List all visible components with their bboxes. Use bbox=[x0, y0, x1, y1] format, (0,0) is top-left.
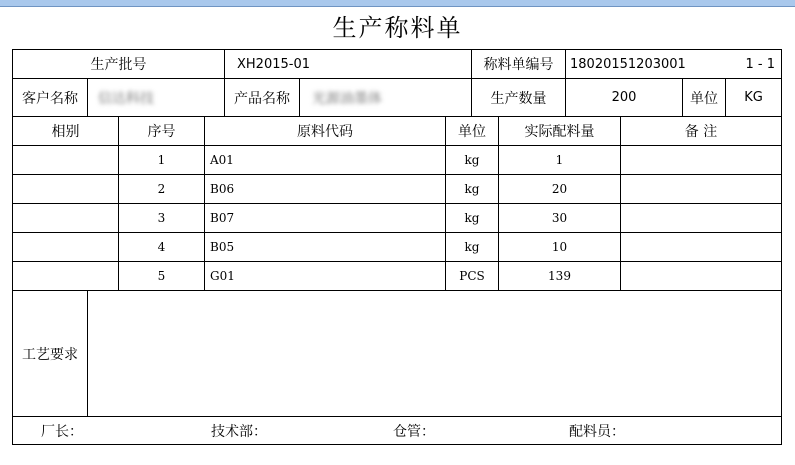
batch-value bbox=[225, 50, 471, 78]
grid-line bbox=[12, 444, 782, 445]
table-cell-amount: 10 bbox=[551, 240, 568, 254]
table-cell-unit: kg bbox=[464, 153, 480, 167]
table-cell-unit: PCS bbox=[459, 269, 485, 283]
page-indicator: 1 - 1 bbox=[745, 56, 775, 72]
batcher-sign: 配料员： bbox=[569, 423, 625, 440]
table-cell-amount: 139 bbox=[548, 269, 571, 283]
col-header-unit: 单位 bbox=[458, 124, 486, 140]
table-cell-code: B05 bbox=[210, 240, 235, 254]
col-header-code: 原料代码 bbox=[297, 124, 353, 140]
product-label: 产品名称 bbox=[234, 90, 290, 107]
table-cell-remark bbox=[621, 204, 781, 232]
unit-value: KG bbox=[744, 90, 763, 105]
table-cell-code: B06 bbox=[210, 182, 235, 196]
table-cell-seq: 5 bbox=[157, 269, 166, 283]
col-header-remark: 备 注 bbox=[684, 124, 718, 140]
customer-value: 信达科技 bbox=[98, 90, 154, 107]
product-value-cell bbox=[300, 79, 471, 116]
grid-line bbox=[781, 49, 782, 445]
table-cell-remark bbox=[621, 262, 781, 290]
qty-label: 生产数量 bbox=[490, 90, 547, 107]
table-cell-code: B07 bbox=[210, 211, 235, 225]
table-cell-seq: 4 bbox=[157, 240, 166, 254]
sheet-no-label: 称料单编号 bbox=[483, 57, 554, 73]
warehouse-sign: 仓管： bbox=[393, 423, 435, 440]
table-cell-group bbox=[13, 175, 118, 203]
table-cell-amount: 20 bbox=[551, 182, 568, 196]
table-cell-unit: kg bbox=[464, 211, 480, 225]
table-cell-code: A01 bbox=[210, 153, 234, 167]
process-value bbox=[88, 291, 781, 416]
table-cell-unit: kg bbox=[464, 240, 480, 254]
customer-label: 客户名称 bbox=[22, 90, 78, 107]
table-cell-seq: 2 bbox=[157, 182, 166, 196]
table-cell-code: G01 bbox=[210, 269, 235, 283]
sheet-no-cell bbox=[566, 50, 781, 78]
table-cell-seq: 1 bbox=[157, 153, 166, 167]
customer-value-cell bbox=[88, 79, 224, 116]
table-cell-remark bbox=[621, 146, 781, 174]
col-header-group: 相别 bbox=[51, 124, 80, 140]
page-title: 生产称料单 bbox=[332, 14, 463, 42]
batch-label: 生产批号 bbox=[90, 57, 147, 73]
qty-value: 200 bbox=[611, 90, 637, 105]
unit-label: 单位 bbox=[690, 90, 718, 107]
factory-manager-sign: 厂长： bbox=[41, 423, 83, 440]
table-cell-remark bbox=[621, 233, 781, 261]
tech-dept-sign: 技术部： bbox=[211, 423, 267, 440]
table-cell-group bbox=[13, 262, 118, 290]
window-top-bar bbox=[0, 0, 795, 7]
table-cell-group bbox=[13, 204, 118, 232]
table-cell-group bbox=[13, 146, 118, 174]
batching-sheet bbox=[12, 49, 782, 445]
table-cell-group bbox=[13, 233, 118, 261]
batch-value-text: XH2015-01 bbox=[237, 56, 310, 72]
sheet-no-value: 18020151203001 bbox=[570, 56, 686, 72]
col-header-seq: 序号 bbox=[147, 124, 176, 140]
table-cell-unit: kg bbox=[464, 182, 480, 196]
table-cell-seq: 3 bbox=[157, 211, 166, 225]
process-label: 工艺要求 bbox=[22, 346, 78, 363]
table-cell-remark bbox=[621, 175, 781, 203]
col-header-amount: 实际配料量 bbox=[524, 124, 595, 140]
table-cell-amount: 1 bbox=[555, 153, 564, 167]
product-value: 光源油墨体 bbox=[312, 90, 382, 107]
table-cell-amount: 30 bbox=[551, 211, 568, 225]
